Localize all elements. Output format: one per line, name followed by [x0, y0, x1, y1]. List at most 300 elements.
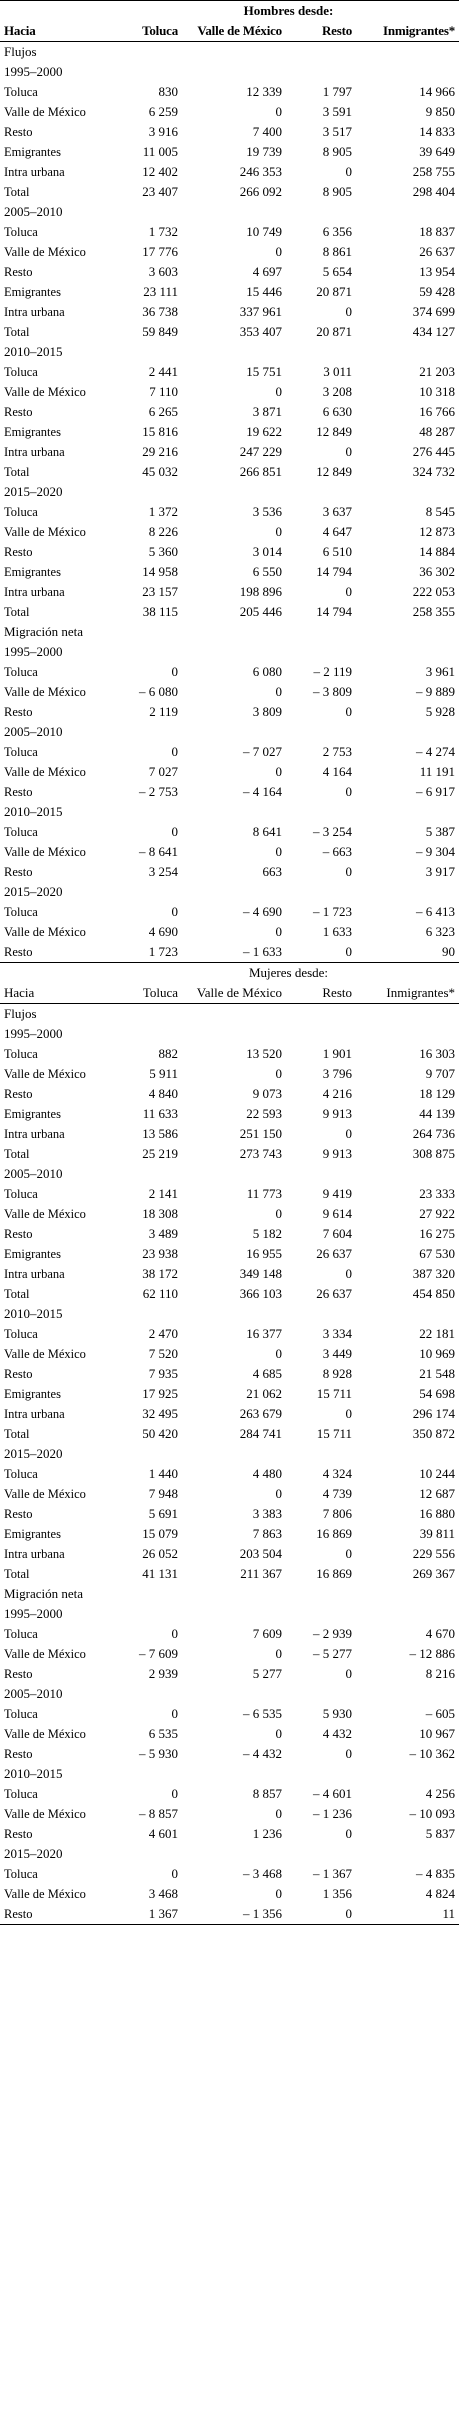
table-row [0, 1544, 459, 1564]
row-label: Total [4, 605, 30, 619]
value-cell: 17 776 [142, 244, 178, 259]
period-row [0, 342, 459, 362]
value-cell: 48 287 [419, 424, 455, 439]
value-cell: – 5 930 [139, 1746, 178, 1761]
value-cell: 41 131 [142, 1566, 178, 1581]
value-cell: 6 535 [148, 1726, 178, 1741]
value-cell: – 7 609 [139, 1646, 178, 1661]
value-cell: 11 [356, 1904, 459, 1925]
value-cell: 0 [345, 1826, 352, 1841]
value-cell: 0 [275, 1206, 282, 1221]
value-cell: 2 141 [148, 1186, 178, 1201]
value-cell: 0 [345, 704, 352, 719]
value-cell: 0 [171, 904, 178, 919]
table-row [0, 1744, 459, 1764]
value-cell: 263 679 [239, 1406, 282, 1421]
row-label: Valle de México [4, 1347, 86, 1361]
table-row [0, 942, 459, 963]
value-cell: – 663 [322, 844, 352, 859]
value-cell: 5 182 [252, 1226, 282, 1241]
value-cell: 10 244 [419, 1466, 455, 1481]
value-cell: 4 690 [148, 924, 178, 939]
men-net-label-row [0, 622, 459, 642]
row-label: Toluca [4, 85, 38, 99]
value-cell: 276 445 [412, 444, 455, 459]
value-cell: 454 850 [412, 1286, 455, 1301]
table-row [0, 1204, 459, 1224]
table-row [0, 1344, 459, 1364]
value-cell: 374 699 [412, 304, 455, 319]
value-cell: – 2 753 [139, 784, 178, 799]
table-row [0, 1224, 459, 1244]
value-cell: 7 609 [252, 1626, 282, 1641]
value-cell: – 4 690 [243, 904, 282, 919]
row-label: Resto [4, 1087, 33, 1101]
flows-label: Flujos [4, 1006, 37, 1021]
table-row [0, 1184, 459, 1204]
value-cell: 353 407 [239, 324, 282, 339]
value-cell: 50 420 [142, 1426, 178, 1441]
row-label: Toluca [4, 665, 38, 679]
value-cell: 4 480 [252, 1466, 282, 1481]
value-cell: 3 449 [322, 1346, 352, 1361]
value-cell: 5 930 [322, 1706, 352, 1721]
value-cell: 298 404 [412, 184, 455, 199]
value-cell: 10 749 [246, 224, 282, 239]
period-row [0, 1024, 459, 1044]
period-row [0, 202, 459, 222]
men-title-row [0, 1, 459, 22]
value-cell: 434 127 [412, 324, 455, 339]
value-cell: – 6 535 [243, 1706, 282, 1721]
row-label: Toluca [4, 1327, 38, 1341]
value-cell: 7 520 [148, 1346, 178, 1361]
table-row [0, 102, 459, 122]
table-row [0, 1664, 459, 1684]
value-cell: 20 871 [316, 324, 352, 339]
table-row [0, 602, 459, 622]
value-cell: 9 707 [425, 1066, 455, 1081]
value-cell: 3 961 [425, 664, 455, 679]
value-cell: 266 851 [239, 464, 282, 479]
value-cell: 9 913 [322, 1146, 352, 1161]
value-cell: 8 216 [425, 1666, 455, 1681]
table-row [0, 282, 459, 302]
period-label: 2010–2015 [4, 344, 63, 359]
value-cell: 9 913 [322, 1106, 352, 1121]
value-cell: 10 969 [419, 1346, 455, 1361]
value-cell: 0 [275, 1646, 282, 1661]
value-cell: – 4 274 [416, 744, 455, 759]
table-row [0, 1384, 459, 1404]
column-header: Hacia [0, 983, 118, 1004]
period-label: 1995–2000 [4, 1026, 63, 1041]
period-label: 2005–2010 [4, 724, 63, 739]
table-row [0, 1504, 459, 1524]
value-cell: 0 [275, 1486, 282, 1501]
table-row [0, 362, 459, 382]
period-label: 2010–2015 [4, 804, 63, 819]
value-cell: 4 840 [148, 1086, 178, 1101]
table-row [0, 1704, 459, 1724]
value-cell: 1 367 [118, 1904, 182, 1925]
value-cell: 38 172 [142, 1266, 178, 1281]
value-cell: 11 005 [142, 144, 178, 159]
value-cell: 4 685 [252, 1366, 282, 1381]
period-label: 2010–2015 [4, 1306, 63, 1321]
period-row [0, 1844, 459, 1864]
value-cell: 8 545 [425, 504, 455, 519]
value-cell: 0 [171, 744, 178, 759]
table-row [0, 1564, 459, 1584]
table-row [0, 1084, 459, 1104]
row-label: Valle de México [4, 1727, 86, 1741]
value-cell: 7 863 [252, 1526, 282, 1541]
value-cell: 6 323 [425, 924, 455, 939]
value-cell: 3 468 [148, 1886, 178, 1901]
section-title: Hombres desde: [118, 1, 459, 22]
table-row [0, 1144, 459, 1164]
period-label: 2015–2020 [4, 1846, 63, 1861]
value-cell: 7 027 [148, 764, 178, 779]
value-cell: 6 265 [148, 404, 178, 419]
value-cell: 308 875 [412, 1146, 455, 1161]
value-cell: – 7 027 [243, 744, 282, 759]
table-row [0, 1824, 459, 1844]
row-label: Emigrantes [4, 425, 61, 439]
row-label: Valle de México [4, 845, 86, 859]
value-cell: 2 753 [322, 744, 352, 759]
value-cell: 4 432 [322, 1726, 352, 1741]
row-label: Valle de México [4, 1887, 86, 1901]
row-label: Emigrantes [4, 1247, 61, 1261]
value-cell: 18 308 [142, 1206, 178, 1221]
table-row [0, 1044, 459, 1064]
value-cell: 3 637 [322, 504, 352, 519]
row-label: Intra urbana [4, 1267, 65, 1281]
value-cell: 205 446 [239, 604, 282, 619]
column-header: Inmigrantes* [356, 21, 459, 42]
value-cell: 39 649 [419, 144, 455, 159]
table-row [0, 1624, 459, 1644]
column-header: Valle de México [182, 983, 286, 1004]
value-cell: 13 954 [419, 264, 455, 279]
value-cell: 3 208 [322, 384, 352, 399]
value-cell: 8 857 [252, 1786, 282, 1801]
value-cell: – 1 356 [182, 1904, 286, 1925]
value-cell: 1 372 [148, 504, 178, 519]
value-cell: 23 333 [419, 1186, 455, 1201]
value-cell: 45 032 [142, 464, 178, 479]
value-cell: 0 [171, 664, 178, 679]
value-cell: 20 871 [316, 284, 352, 299]
value-cell: 366 103 [239, 1286, 282, 1301]
period-row [0, 882, 459, 902]
value-cell: 3 536 [252, 504, 282, 519]
period-row [0, 1304, 459, 1324]
value-cell: 258 355 [412, 604, 455, 619]
value-cell: 0 [275, 244, 282, 259]
value-cell: 1 236 [252, 1826, 282, 1841]
value-cell: 0 [345, 1126, 352, 1141]
table-row [0, 122, 459, 142]
value-cell: 830 [158, 84, 178, 99]
table-row [0, 1064, 459, 1084]
row-label: Resto [4, 705, 33, 719]
period-row [0, 1684, 459, 1704]
women-net-label-row [0, 1584, 459, 1604]
value-cell: 22 181 [419, 1326, 455, 1341]
section-title: Mujeres desde: [118, 963, 459, 984]
value-cell: 36 302 [419, 564, 455, 579]
value-cell: 203 504 [239, 1546, 282, 1561]
value-cell: 23 407 [142, 184, 178, 199]
value-cell: 11 773 [246, 1186, 282, 1201]
value-cell: – 8 857 [139, 1806, 178, 1821]
row-label: Intra urbana [4, 165, 65, 179]
value-cell: 12 849 [316, 424, 352, 439]
period-label: 2005–2010 [4, 1686, 63, 1701]
value-cell: 0 [345, 864, 352, 879]
value-cell: 663 [262, 864, 282, 879]
value-cell: 21 548 [419, 1366, 455, 1381]
row-label: Toluca [4, 1187, 38, 1201]
row-label: Total [4, 185, 30, 199]
value-cell: 0 [275, 1806, 282, 1821]
value-cell: 11 633 [142, 1106, 178, 1121]
table-row [0, 382, 459, 402]
value-cell: 882 [158, 1046, 178, 1061]
value-cell: 16 869 [316, 1566, 352, 1581]
value-cell: 3 917 [425, 864, 455, 879]
value-cell: 6 259 [148, 104, 178, 119]
value-cell: – 605 [425, 1706, 455, 1721]
row-label: Total [4, 1567, 30, 1581]
table-row [0, 1784, 459, 1804]
row-label: Toluca [4, 365, 38, 379]
row-label: Toluca [4, 1867, 38, 1881]
value-cell: 0 [275, 104, 282, 119]
row-label: Toluca [4, 1047, 38, 1061]
row-label: Resto [4, 865, 33, 879]
value-cell: 7 948 [148, 1486, 178, 1501]
value-cell: 12 402 [142, 164, 178, 179]
value-cell: 0 [345, 1546, 352, 1561]
value-cell: 2 470 [148, 1326, 178, 1341]
row-label: Emigrantes [4, 1527, 61, 1541]
value-cell: 23 111 [143, 284, 178, 299]
value-cell: 1 901 [322, 1046, 352, 1061]
value-cell: 273 743 [239, 1146, 282, 1161]
value-cell: 5 387 [425, 824, 455, 839]
table-row [0, 462, 459, 482]
value-cell: 7 604 [322, 1226, 352, 1241]
value-cell: 14 833 [419, 124, 455, 139]
table-row [0, 142, 459, 162]
value-cell: – 10 362 [409, 1746, 455, 1761]
value-cell: 3 489 [148, 1226, 178, 1241]
row-label: Total [4, 325, 30, 339]
value-cell: 266 092 [239, 184, 282, 199]
value-cell: 0 [345, 584, 352, 599]
table-row [0, 1524, 459, 1544]
row-label: Valle de México [4, 765, 86, 779]
value-cell: 7 110 [149, 384, 178, 399]
value-cell: 6 630 [322, 404, 352, 419]
value-cell: 4 216 [322, 1086, 352, 1101]
value-cell: 222 053 [412, 584, 455, 599]
value-cell: 0 [275, 1066, 282, 1081]
table-row [0, 922, 459, 942]
table-row [0, 862, 459, 882]
row-label: Valle de México [4, 1807, 86, 1821]
value-cell: 5 837 [425, 1826, 455, 1841]
row-label: Toluca [4, 825, 38, 839]
period-row [0, 722, 459, 742]
value-cell: 16 377 [246, 1326, 282, 1341]
value-cell: – 6 080 [139, 684, 178, 699]
value-cell: 349 148 [239, 1266, 282, 1281]
value-cell: 67 530 [419, 1246, 455, 1261]
value-cell: – 1 236 [313, 1806, 352, 1821]
value-cell: 9 850 [425, 104, 455, 119]
value-cell: 8 905 [322, 184, 352, 199]
value-cell: 0 [345, 1666, 352, 1681]
value-cell: 15 711 [316, 1386, 352, 1401]
value-cell: 21 062 [246, 1386, 282, 1401]
value-cell: 211 367 [240, 1566, 282, 1581]
value-cell: 7 935 [148, 1366, 178, 1381]
value-cell: 0 [275, 684, 282, 699]
row-label: Toluca [4, 745, 38, 759]
value-cell: 387 320 [412, 1266, 455, 1281]
value-cell: 247 229 [239, 444, 282, 459]
row-label: Emigrantes [4, 565, 61, 579]
table-row [0, 1104, 459, 1124]
row-label: Toluca [4, 505, 38, 519]
value-cell: 4 824 [425, 1886, 455, 1901]
value-cell: 16 880 [419, 1506, 455, 1521]
column-header: Toluca [118, 21, 182, 42]
value-cell: 16 275 [419, 1226, 455, 1241]
value-cell: 4 670 [425, 1626, 455, 1641]
value-cell: 1 797 [322, 84, 352, 99]
value-cell: 4 256 [425, 1786, 455, 1801]
value-cell: 12 339 [246, 84, 282, 99]
value-cell: – 3 254 [313, 824, 352, 839]
value-cell: 8 226 [148, 524, 178, 539]
period-label: 2015–2020 [4, 484, 63, 499]
table-row [0, 1404, 459, 1424]
row-label: Resto [0, 942, 118, 963]
value-cell: 19 739 [246, 144, 282, 159]
row-label: Emigrantes [4, 1387, 61, 1401]
column-header: Inmigrantes* [356, 983, 459, 1004]
value-cell: 229 556 [412, 1546, 455, 1561]
period-label: 1995–2000 [4, 644, 63, 659]
men-header-row [0, 21, 459, 42]
value-cell: 3 011 [323, 364, 352, 379]
value-cell: 1 440 [148, 1466, 178, 1481]
value-cell: 0 [171, 1626, 178, 1641]
value-cell: 7 806 [322, 1506, 352, 1521]
value-cell: 17 925 [142, 1386, 178, 1401]
value-cell: 8 641 [252, 824, 282, 839]
value-cell: 0 [345, 784, 352, 799]
value-cell: 258 755 [412, 164, 455, 179]
table-row [0, 1424, 459, 1444]
value-cell: 1 633 [322, 924, 352, 939]
value-cell: 23 157 [142, 584, 178, 599]
value-cell: – 4 164 [243, 784, 282, 799]
value-cell: 0 [275, 384, 282, 399]
value-cell: 0 [171, 1786, 178, 1801]
value-cell: – 4 835 [416, 1866, 455, 1881]
table-row [0, 1884, 459, 1904]
table-row [0, 162, 459, 182]
value-cell: 0 [345, 444, 352, 459]
table-row [0, 1284, 459, 1304]
value-cell: 6 510 [322, 544, 352, 559]
value-cell: 296 174 [412, 1406, 455, 1421]
value-cell: 25 219 [142, 1146, 178, 1161]
table-row [0, 742, 459, 762]
value-cell: 44 139 [419, 1106, 455, 1121]
row-label: Resto [0, 1904, 118, 1925]
period-row [0, 62, 459, 82]
value-cell: 350 872 [412, 1426, 455, 1441]
value-cell: 3 603 [148, 264, 178, 279]
period-row [0, 1604, 459, 1624]
row-label: Resto [4, 1827, 33, 1841]
table-row [0, 562, 459, 582]
table-row [0, 702, 459, 722]
value-cell: – 6 413 [416, 904, 455, 919]
value-cell: 3 014 [252, 544, 282, 559]
value-cell: 11 191 [419, 764, 455, 779]
value-cell: – 9 889 [416, 684, 455, 699]
value-cell: 13 586 [142, 1126, 178, 1141]
value-cell: 5 928 [425, 704, 455, 719]
value-cell: – 12 886 [409, 1646, 455, 1661]
value-cell: – 3 809 [313, 684, 352, 699]
value-cell: 5 691 [148, 1506, 178, 1521]
value-cell: – 10 093 [409, 1806, 455, 1821]
row-label: Emigrantes [4, 285, 61, 299]
column-header: Resto [286, 21, 356, 42]
row-label: Toluca [4, 225, 38, 239]
value-cell: 6 356 [322, 224, 352, 239]
row-label: Valle de México [4, 925, 86, 939]
value-cell: 4 739 [322, 1486, 352, 1501]
row-label: Resto [4, 785, 33, 799]
value-cell: 269 367 [412, 1566, 455, 1581]
value-cell: 4 324 [322, 1466, 352, 1481]
value-cell: 12 873 [419, 524, 455, 539]
value-cell: 15 079 [142, 1526, 178, 1541]
column-header: Hacia [0, 21, 118, 42]
value-cell: 16 869 [316, 1526, 352, 1541]
value-cell: 15 446 [246, 284, 282, 299]
value-cell: – 1 633 [182, 942, 286, 963]
value-cell: 3 254 [148, 864, 178, 879]
value-cell: 14 794 [316, 604, 352, 619]
value-cell: 3 517 [322, 124, 352, 139]
women-title-row [0, 963, 459, 984]
table-row [0, 242, 459, 262]
table-row [0, 402, 459, 422]
value-cell: – 9 304 [416, 844, 455, 859]
